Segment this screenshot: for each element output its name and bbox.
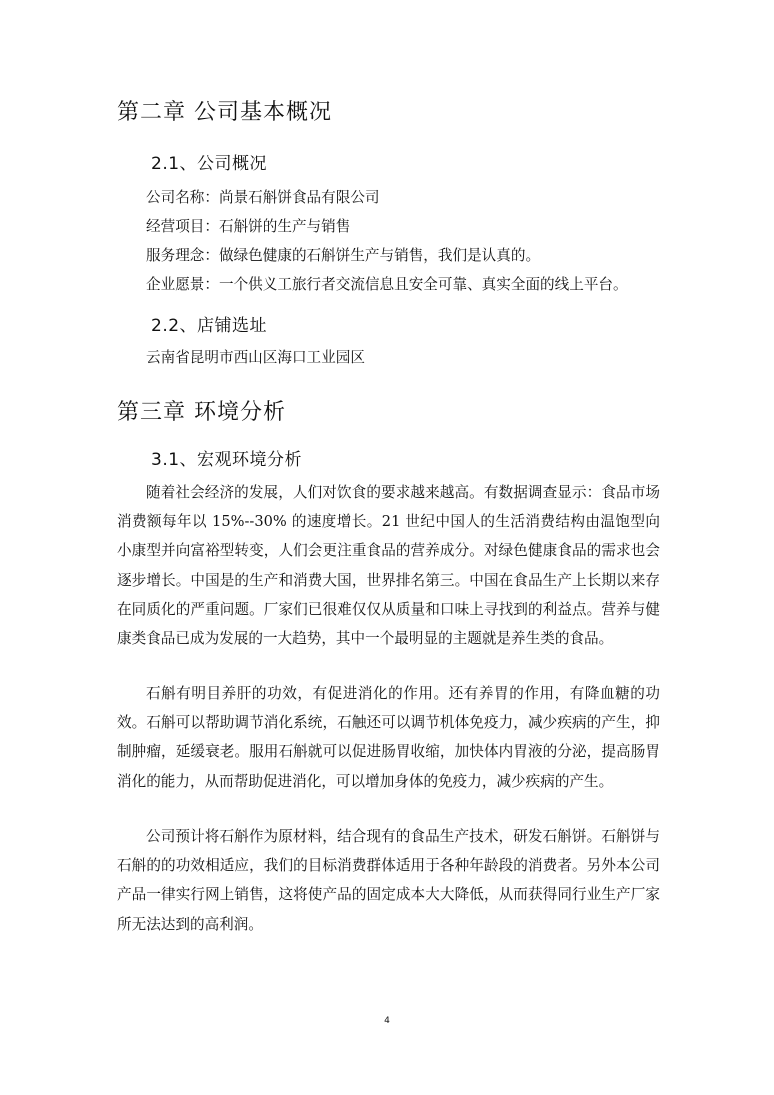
service-philosophy-line: 服务理念：做绿色健康的石斛饼生产与销售，我们是认真的。 (146, 247, 541, 264)
body-paragraph: 公司预计将石斛作为原材料，结合现有的食品生产技术，研发石斛饼。石斛饼与石斛的的功效相适应，我们的目标消费群体适用于各种年龄段的消费者。另外本公司产品一律实行网上销售，这将使产品的固定成本大大降低，从而获得同行业生产厂家所无法达到的高利润。 (117, 828, 660, 933)
business-scope-line: 经营项目：石斛饼的生产与销售 (146, 218, 351, 235)
chapter-2-title: 第二章 公司基本概况 (117, 100, 332, 125)
page-number: 4 (384, 1016, 390, 1026)
section-3-1-title: 3.1、宏观环境分析 (151, 450, 303, 470)
body-paragraph: 石斛有明目养肝的功效，有促进消化的作用。还有养胃的作用，有降血糖的功效。石斛可以帮助调节消化系统，石触还可以调节机体免疫力，减少疾病的产生，抑制肿瘤，延缓衰老。服用石斛就可以促进肠胃收缩，加快体内胃液的分泌，提高肠胃消化的能力，从而帮助促进消化，可以增加身体的免疫力，减少疾病的产生。 (117, 685, 660, 790)
company-name-line: 公司名称：尚景石斛饼食品有限公司 (146, 189, 380, 206)
section-2-1-title: 2.1、公司概况 (151, 154, 268, 174)
chapter-3-title: 第三章 环境分析 (117, 400, 286, 425)
corporate-vision-line: 企业愿景：一个供义工旅行者交流信息且安全可靠、真实全面的线上平台。 (146, 276, 628, 293)
section-2-2-title: 2.2、店铺选址 (151, 316, 268, 336)
store-address-line: 云南省昆明市西山区海口工业园区 (146, 349, 365, 366)
body-paragraph: 随着社会经济的发展，人们对饮食的要求越来越高。有数据调查显示：食品市场消费额每年以 15%--30% 的速度增长。21 世纪中国人的生活消费结构由温饱型向小康型并向富裕型转变，人们会更注重食品的营养成分。对绿色健康食品的需求也会逐步增长。中国是的生产和消费大国，世界排名第三。中国在食品生产上长期以来存在同质化的严重问题。厂家们已很难仅仅从质量和口味上寻找到的利益点。营养与健康类食品已成为发展的一大趋势，其中一个最明显的主题就是养生类的食品。 (117, 484, 660, 648)
